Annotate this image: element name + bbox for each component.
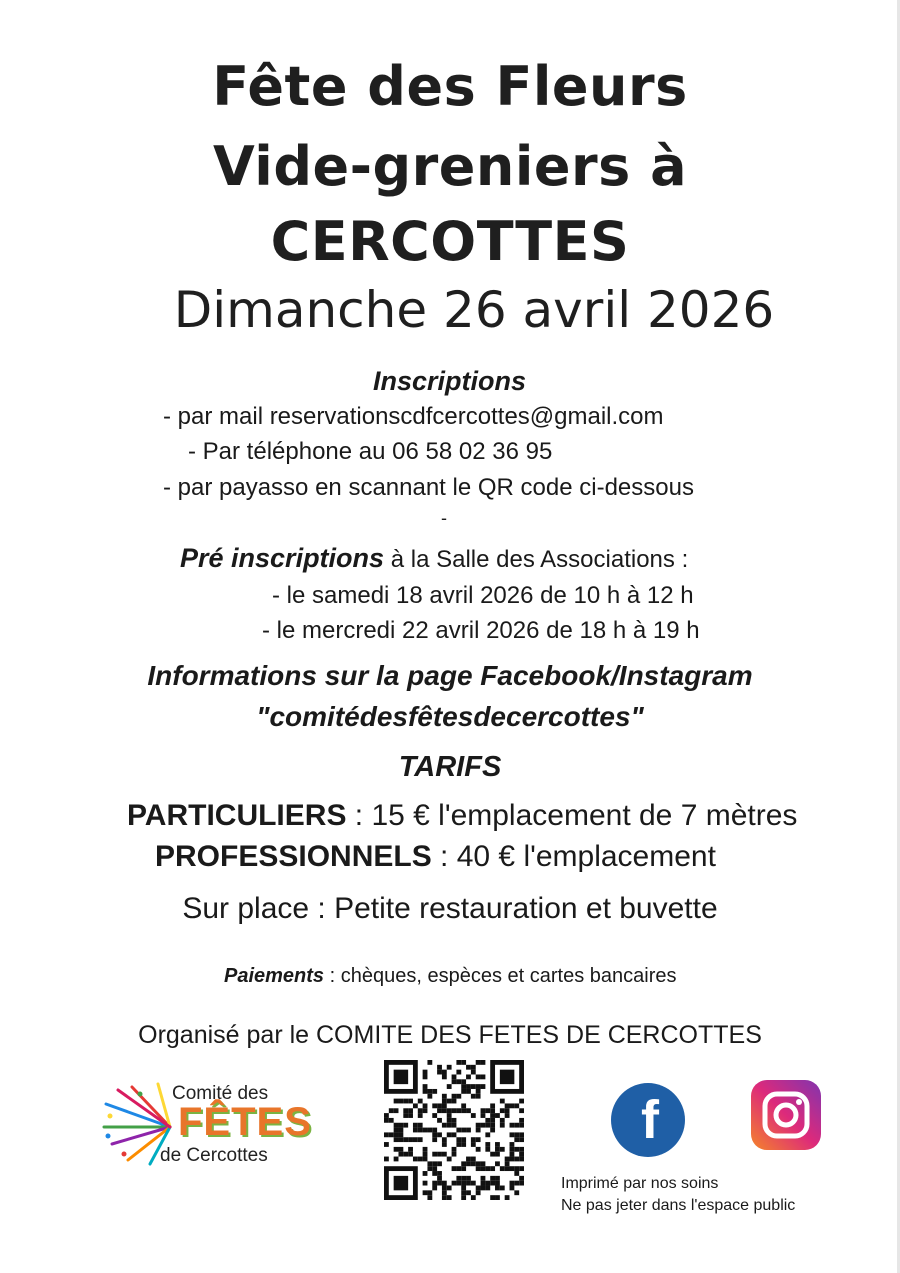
footer-note-2: Ne pas jeter dans l'espace public	[561, 1197, 796, 1214]
title-line-2: Vide-greniers à	[212, 135, 688, 198]
paiements-text: : chèques, espèces et cartes bancaires	[324, 965, 677, 987]
inscription-phone: - Par téléphone au 06 58 02 36 95	[188, 438, 553, 465]
pre-inscription-date-2: - le mercredi 22 avril 2026 de 18 h à 19 h	[262, 617, 700, 644]
logo-line-1: Comité des	[172, 1083, 269, 1104]
tarif-professionnels	[155, 842, 716, 872]
pre-inscriptions-text: à la Salle des Associations :	[384, 546, 689, 573]
professionnels-text: : 40 € l'emplacement	[431, 840, 716, 873]
social-info-line-2: "comitédesfêtesdecercottes"	[256, 701, 644, 732]
instagram-icon[interactable]	[751, 1080, 821, 1150]
inscription-payasso: - par payasso en scannant le QR code ci-dessous	[163, 474, 694, 501]
qr-code-icon[interactable]	[384, 1060, 524, 1200]
pre-inscriptions-label: Pré inscriptions	[180, 543, 385, 573]
paiements-label: Paiements	[224, 965, 325, 987]
inscription-mail: - par mail reservationscdfcercottes@gmail.com	[163, 403, 664, 430]
particuliers-label: PARTICULIERS	[127, 799, 347, 832]
footer-note-1: Imprimé par nos soins	[561, 1175, 719, 1192]
logo-line-2: FÊTES	[178, 1100, 312, 1144]
inscription-dash: -	[441, 508, 447, 528]
inscriptions-heading: Inscriptions	[373, 366, 527, 396]
comite-logo	[100, 1082, 315, 1167]
pre-inscription-date-1: - le samedi 18 avril 2026 de 10 h à 12 h	[272, 582, 694, 609]
particuliers-text: : 15 € l'emplacement de 7 mètres	[346, 799, 798, 832]
tarifs-heading: TARIFS	[398, 751, 502, 783]
title-line-3: CERCOTTES	[270, 210, 630, 273]
pre-inscriptions-line	[180, 545, 688, 572]
tarif-particuliers	[127, 801, 797, 831]
facebook-letter: f	[641, 1090, 659, 1150]
sur-place: Sur place : Petite restauration et buvette	[182, 892, 718, 925]
professionnels-label: PROFESSIONNELS	[155, 840, 432, 873]
facebook-icon[interactable]	[610, 1082, 686, 1158]
paiements-line	[224, 966, 676, 986]
event-date: Dimanche 26 avril 2026	[173, 281, 775, 339]
social-info-line-1: Informations sur la page Facebook/Instagram	[147, 660, 753, 691]
logo-line-3: de Cercottes	[160, 1145, 268, 1166]
title-line-1: Fête des Fleurs	[212, 55, 688, 118]
organise-par: Organisé par le COMITE DES FETES DE CERCOTTES	[138, 1021, 762, 1049]
